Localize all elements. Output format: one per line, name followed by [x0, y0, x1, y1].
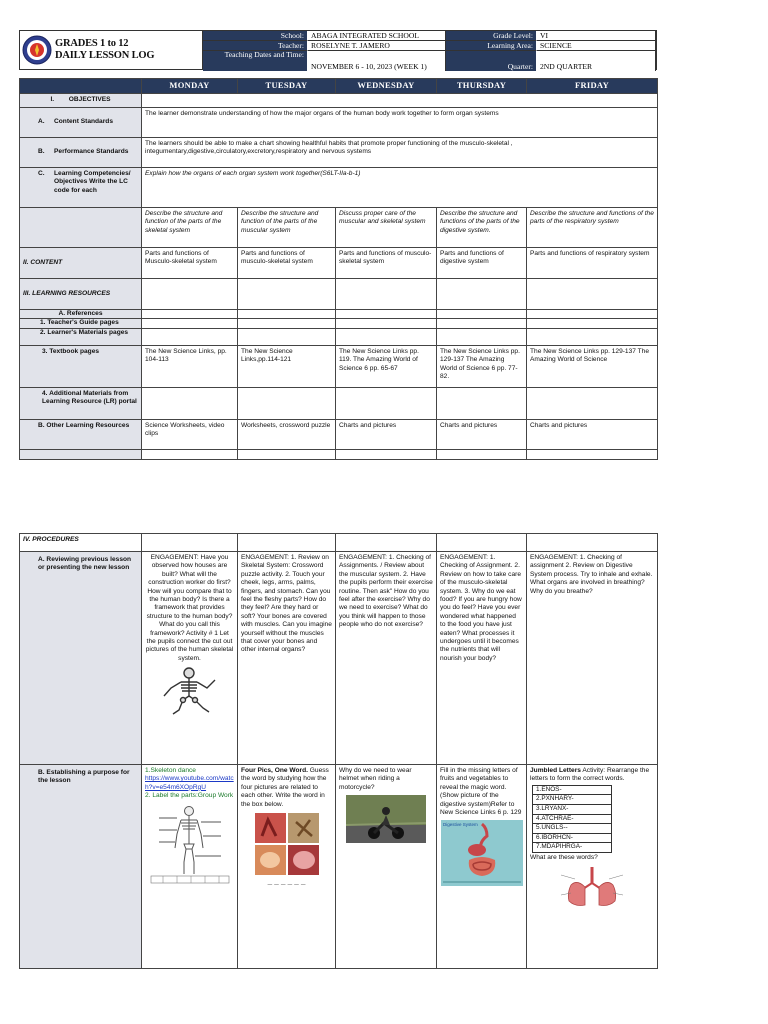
references-tuesday [238, 310, 336, 319]
purpose-label: B. Establishing a purpose for the lesson [20, 765, 142, 969]
header-info-grid [203, 31, 656, 69]
review-lesson-label: A. Reviewing previous lesson or presenting the new lesson [20, 552, 142, 765]
digestive-figure-title: Digestive System [442, 822, 478, 828]
header-title [55, 38, 154, 62]
dates-value: NOVEMBER 6 - 10, 2023 (WEEK 1) [308, 51, 446, 71]
dates-label: Teaching Dates and Time: [203, 51, 308, 71]
purpose-monday [142, 765, 238, 969]
learners-materials-monday [142, 328, 238, 345]
references-row [20, 310, 658, 319]
resources-wednesday [336, 279, 437, 310]
objectives-row [20, 94, 658, 108]
objectives-cell [142, 94, 658, 108]
procedures-tuesday [238, 534, 336, 552]
school-value: ABAGA INTEGRATED SCHOOL [308, 31, 446, 41]
other-resources-label: B. Other Learning Resources [20, 419, 142, 449]
blank-thursday [437, 449, 527, 459]
answer-blanks: _ _ _ _ _ _ [267, 877, 306, 887]
procedures-friday [527, 534, 658, 552]
daily-objectives-label [20, 208, 142, 248]
school-label: School: [203, 31, 308, 41]
four-pics-icon [254, 812, 320, 876]
procedures-wednesday [336, 534, 437, 552]
quarter-value: 2ND QUARTER [537, 51, 656, 71]
content-standards-label: A. Content Standards [20, 108, 142, 138]
label-parts-text: 2. Label the parts:Group Work [145, 792, 234, 800]
jumbled-letters-instruction [530, 767, 654, 784]
day-header-thursday: THURSDAY [437, 79, 527, 94]
teacher-value: ROSELYNE T. JAMERO [308, 41, 446, 51]
skeleton-diagram-icon [149, 804, 231, 884]
purpose-row [20, 765, 658, 969]
four-pics-title: Four Pics, One Word. [241, 767, 308, 774]
review-thursday: ENGAGEMENT: 1. Checking of Assignment. 2. Review on how to take care of the musculo-skeletal system. 3. Why do we eat food? If you are hungry how you do feel? Have you ever wondered what happened to the food you have just eaten? What processes it undergoes until it becomes the nutrients that will nourish your body? [437, 552, 527, 765]
references-monday [142, 310, 238, 319]
resources-monday [142, 279, 238, 310]
review-tuesday: ENGAGEMENT: 1. Review on Skeletal System: Crossword puzzle activity. 2. Touch your cheek, legs, arms, palms, fingers, and stomach. Can you feel the fleshy parts? How do they feel? Are they hard or soft? Your bones are covered with muscles. Can you imagine yourself without the muscles that cover your bones and other internal organs? [238, 552, 336, 765]
textbook-tuesday: The New Science Links,pp.114-121 [238, 345, 336, 387]
teachers-guide-friday [527, 319, 658, 328]
objectives-label: I. OBJECTIVES [20, 94, 142, 108]
other-thursday: Charts and pictures [437, 419, 527, 449]
area-value: SCIENCE [537, 41, 656, 51]
teachers-guide-label: 1. Teacher's Guide pages [20, 319, 142, 328]
jumbled-word: 5.UNGLS-- [533, 824, 611, 834]
jumbled-question: What are these words? [530, 853, 598, 861]
other-monday: Science Worksheets, video clips [142, 419, 238, 449]
lesson-log-header [19, 30, 657, 70]
respiratory-system-icon [557, 865, 627, 909]
textbook-wednesday: The New Science Links pp. 119. The Amazing World of Science 6 pp. 65-67 [336, 345, 437, 387]
other-tuesday: Worksheets, crossword puzzle [238, 419, 336, 449]
other-wednesday: Charts and pictures [336, 419, 437, 449]
grade-value: VI [537, 31, 656, 41]
objectives-table [19, 78, 658, 460]
teachers-guide-thursday [437, 319, 527, 328]
blank-monday [142, 449, 238, 459]
additional-materials-row [20, 387, 658, 419]
jumbled-letters-text: Activity: Rearrange the letters to form the correct words. [530, 767, 650, 783]
blank-friday [527, 449, 658, 459]
additional-friday [527, 387, 658, 419]
other-resources-row [20, 419, 658, 449]
performance-standards-text: The learners should be able to make a chart showing healthful habits that promote proper functioning of the musculo-skeletal , integumentary,digestive,circulatory,excretory,respiratory and nervous systems [142, 138, 658, 168]
additional-thursday [437, 387, 527, 419]
corner-cell [20, 79, 142, 94]
learners-materials-label: 2. Learner's Materials pages [20, 328, 142, 345]
content-row [20, 248, 658, 279]
textbook-pages-row [20, 345, 658, 387]
objective-wednesday: Discuss proper care of the muscular and skeletal system [336, 208, 437, 248]
content-monday: Parts and functions of Musculo-skeletal system [142, 248, 238, 279]
performance-standards-label: B. Performance Standards [20, 138, 142, 168]
day-header-monday: MONDAY [142, 79, 238, 94]
quarter-label: Quarter: [446, 51, 537, 71]
learning-resources-label: III. LEARNING RESOURCES [20, 279, 142, 310]
content-friday: Parts and functions of respiratory system [527, 248, 658, 279]
learners-materials-thursday [437, 328, 527, 345]
jumbled-word: 1.ENOS- [533, 786, 611, 796]
objective-tuesday: Describe the structure and function of the parts of the muscular system [238, 208, 336, 248]
content-standards-text: The learner demonstrate understanding of how the major organs of the human body work together to form organ systems [142, 108, 658, 138]
jumbled-word: 7.MDAPIHRGA- [536, 843, 583, 851]
jumbled-word-list [532, 785, 612, 853]
youtube-link[interactable]: https://www.youtube.com/watch?v=e54m6XOpRgU [145, 775, 234, 791]
competencies-row [20, 168, 658, 208]
jumbled-word: 2.PXNHARY- [533, 795, 611, 805]
area-label: Learning Area: [446, 41, 537, 51]
blank-wednesday [336, 449, 437, 459]
missing-letters-text: Fill in the missing letters of fruits and vegetables to reveal the magic word. (Show picture of the digestive system)Refer to New Science Links 6 p. 129 [440, 767, 522, 817]
objective-monday: Describe the structure and function of the parts of the skeletal system [142, 208, 238, 248]
blank-row [20, 449, 658, 459]
performance-standards-row [20, 138, 658, 168]
teachers-guide-row [20, 319, 658, 328]
day-header-friday: FRIDAY [527, 79, 658, 94]
learners-materials-friday [527, 328, 658, 345]
day-header-tuesday: TUESDAY [238, 79, 336, 94]
objective-thursday: Describe the structure and functions of the parts of the digestive system. [437, 208, 527, 248]
review-friday: ENGAGEMENT: 1. Checking of assignment 2. Review on Digestive System process. Try to inhale and exhale. What organs are involved in breathing? Why do you breathe? [527, 552, 658, 765]
teachers-guide-wednesday [336, 319, 437, 328]
textbook-pages-label: 3. Textbook pages [20, 345, 142, 387]
teachers-guide-monday [142, 319, 238, 328]
textbook-thursday: The New Science Links pp. 129-137 The Amazing World of Science 6 pp. 77-82. [437, 345, 527, 387]
procedures-thursday [437, 534, 527, 552]
textbook-friday: The New Science Links pp. 129-137 The Amazing World of Science [527, 345, 658, 387]
blank-label [20, 449, 142, 459]
day-header-wednesday: WEDNESDAY [336, 79, 437, 94]
digestive-system-icon [441, 820, 523, 886]
additional-wednesday [336, 387, 437, 419]
competencies-text: Explain how the organs of each organ system work together(S6LT-IIa-b-1) [142, 168, 658, 208]
content-label: II. CONTENT [20, 248, 142, 279]
content-standards-row [20, 108, 658, 138]
learners-materials-wednesday [336, 328, 437, 345]
review-wednesday: ENGAGEMENT: 1. Checking of Assignments. / Review about the muscular system. 2. Have the pupils perform their exercise routine. Then ask" How do you feel after the exercise? Why do we need to exercise? What do you think will happen to those people who do not exercise? [336, 552, 437, 765]
deped-seal-icon [22, 35, 52, 65]
grade-label: Grade Level: [446, 31, 537, 41]
references-thursday [437, 310, 527, 319]
resources-thursday [437, 279, 527, 310]
jumbled-letters-title: Jumbled Letters [530, 767, 581, 774]
teacher-label: Teacher: [203, 41, 308, 51]
day-header-row [20, 79, 658, 94]
skeleton-icon [159, 666, 221, 718]
skeleton-dance-text: 1.Skeleton dance [145, 767, 196, 774]
four-pics-text: Guess the word by studying how the four pictures are related to each other. Write the word in the box below. [241, 767, 329, 808]
resources-friday [527, 279, 658, 310]
purpose-wednesday [336, 765, 437, 969]
procedures-label: IV. PROCEDURES [20, 534, 142, 552]
resources-tuesday [238, 279, 336, 310]
references-label: A. References [20, 310, 142, 319]
objective-friday: Describe the structure and functions of the parts of the respiratory system [527, 208, 658, 248]
review-monday-text: ENGAGEMENT: Have you observed how houses are built? What will the construction worker do first? How will you compare that to the human body? Is there a framework that provides structure to the human body? What do you call this framework? Activity # 1 Let the pupils connect the cut out pictures of the human skeletal system. [145, 554, 234, 662]
purpose-thursday [437, 765, 527, 969]
daily-objectives-row [20, 208, 658, 248]
jumbled-word: 3.LRYANX- [533, 805, 611, 815]
additional-materials-label: 4. Additional Materials from Learning Resource (LR) portal [20, 387, 142, 419]
content-thursday: Parts and functions of digestive system [437, 248, 527, 279]
textbook-monday: The New Science Links, pp. 104-113 [142, 345, 238, 387]
learners-materials-tuesday [238, 328, 336, 345]
procedures-row [20, 534, 658, 552]
title-line-1: GRADES 1 to 12 [55, 38, 129, 49]
jumbled-word: 6.IBORHCN- [533, 834, 611, 844]
motorcycle-photo-icon [346, 795, 426, 843]
other-friday: Charts and pictures [527, 419, 658, 449]
references-friday [527, 310, 658, 319]
review-lesson-row [20, 552, 658, 765]
competencies-label: C. Learning Competencies/ Objectives Write the LC code for each [20, 168, 142, 208]
blank-tuesday [238, 449, 336, 459]
references-wednesday [336, 310, 437, 319]
additional-monday [142, 387, 238, 419]
learners-materials-row [20, 328, 658, 345]
learning-resources-row [20, 279, 658, 310]
procedures-monday [142, 534, 238, 552]
purpose-friday [527, 765, 658, 969]
review-monday [142, 552, 238, 765]
content-wednesday: Parts and functions of musculo-skeletal system [336, 248, 437, 279]
header-title-block [20, 31, 203, 69]
teachers-guide-tuesday [238, 319, 336, 328]
helmet-question: Why do we need to wear helmet when riding a motorcycle? [339, 767, 412, 791]
content-tuesday: Parts and functions of musculo-skeletal system [238, 248, 336, 279]
additional-tuesday [238, 387, 336, 419]
purpose-tuesday [238, 765, 336, 969]
jumbled-word: 4.ATCHRAE- [533, 815, 611, 825]
title-line-2: DAILY LESSON LOG [55, 50, 155, 61]
procedures-table [19, 533, 658, 969]
